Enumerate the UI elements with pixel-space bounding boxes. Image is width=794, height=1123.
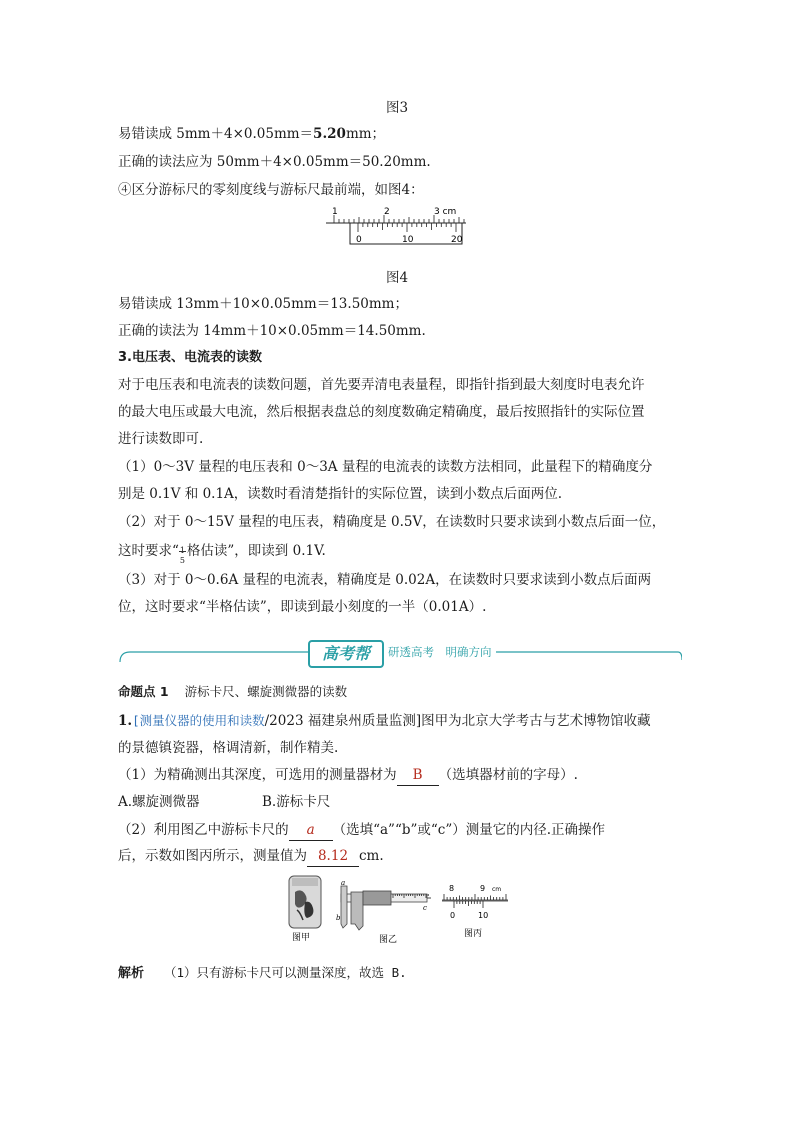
figure-4-vernier-scale	[326, 201, 470, 247]
figure-jia-porcelain	[287, 872, 325, 942]
question-1-sub-1: （1）为精确测出其深度，可选用的测量器材为 B （选填器材前的字母）.	[118, 765, 578, 786]
question-tag: [测量仪器的使用和读数	[132, 713, 265, 728]
question-1-sub-2-line-2: 后，示数如图丙所示，测量值为 8.12 cm.	[118, 846, 384, 867]
section-3-intro-line-1: 对于电压表和电流表的读数问题，首先要弄清电表量程，即指针指到最大刻度时电表允许	[118, 377, 645, 393]
fig4-vernier-ticks	[358, 223, 456, 232]
question-1-line-2: 的景德镇瓷器，格调清新，制作精美.	[118, 740, 339, 756]
option-a: A.螺旋测微器	[118, 794, 200, 810]
bing-main-ticks	[444, 894, 506, 900]
bing-vernier-label-10: 10	[478, 911, 489, 920]
fig4-vernier-label-20: 20	[451, 235, 463, 245]
rule-2-line-1: （2）对于 0～15V 量程的电压表，精确度是 0.5V，在读数时只要求读到小数点后面一位，	[118, 514, 666, 530]
fig4-main-label-3: 3 cm	[434, 207, 457, 217]
fig4-main-label-2: 2	[384, 207, 390, 217]
figure-bing-caption: 图丙	[464, 929, 483, 939]
rule-1-line-2: 别是 0.1V 和 0.1A，读数时看清楚指针的实际位置，读到小数点后面两位.	[118, 486, 563, 502]
figure-bing-scale	[440, 882, 510, 942]
figure-4-caption: 图4	[385, 270, 409, 286]
question-1-sub-2-line-1: （2）利用图乙中游标卡尺的 a （选填“a”“b”或“c”）测量它的内径.正确操作	[118, 820, 605, 841]
figure-yi-caption: 图乙	[379, 935, 398, 944]
answer-blank-1: B	[397, 765, 439, 786]
point-4: ④区分游标尺的零刻度线与游标尺最前端，如图4：	[118, 182, 424, 198]
bing-main-label-9: 9	[480, 884, 486, 893]
caliper-label-c: c	[423, 904, 427, 912]
mingti-heading: 命题点 1 游标卡尺、螺旋测微器的读数	[118, 684, 348, 699]
caliper-slider	[363, 891, 391, 905]
fig4-main-label-1: 1	[332, 207, 338, 217]
analysis	[118, 963, 407, 984]
analysis-text: （1）只有游标卡尺可以测量深度，故选 B.	[164, 965, 407, 980]
caliper-label-a: a	[341, 880, 346, 887]
fig4-correct-reading: 正确的读法为 14mm＋10×0.05mm＝14.50mm.	[118, 323, 426, 339]
analysis-label: 解析	[118, 966, 145, 981]
section-3-intro-line-3: 进行读数即可.	[118, 431, 204, 447]
answer-blank-3: 8.12	[307, 846, 359, 867]
fig4-vernier-label-0: 0	[356, 235, 362, 245]
caliper-sliding-jaw	[351, 892, 363, 930]
section-3-heading: 3.电压表、电流表的读数	[118, 350, 262, 365]
bing-vernier-label-0: 0	[450, 911, 456, 920]
question-1-line-1: 1.[测量仪器的使用和读数/2023 福建泉州质量监测]图甲为北京大学考古与艺术博物馆收藏	[118, 713, 651, 729]
gaokaobang-banner-subtitle: 研透高考 明确方向	[384, 644, 496, 660]
fig4-vernier-label-10: 10	[402, 235, 414, 245]
fig4-wrong-reading: 易错读成 13mm＋10×0.05mm＝13.50mm；	[118, 296, 408, 312]
bing-vernier-ticks	[454, 901, 483, 908]
one-fifth-fraction: 1 5	[179, 546, 185, 565]
rule-3-line-2: 位，这时要求“半格估读”，即读到最小刻度的一半（0.01A）.	[118, 599, 487, 615]
figure-yi-caliper	[333, 880, 433, 944]
rule-1-line-1: （1）0～3V 量程的电压表和 0～3A 量程的电流表的读数方法相同，此量程下的精确度分	[118, 459, 653, 475]
caliper-label-b: b	[336, 914, 341, 922]
rule-2-line-2: 这时要求“ 1 5 格估读”，即读到 0.1V.	[118, 543, 326, 565]
fig3-wrong-reading: 易错读成 5mm＋4×0.05mm＝5.20mm；	[118, 126, 386, 142]
bing-main-label-cm: cm	[492, 886, 502, 893]
figure-jia-caption: 图甲	[292, 933, 311, 942]
rule-3-line-1: （3）对于 0～0.6A 量程的电流表，精确度是 0.02A，在读数时只要求读到小数点后面两	[118, 572, 652, 588]
figure-3-caption: 图3	[385, 100, 409, 116]
section-3-intro-line-2: 的最大电压或最大电流，然后根据表盘总的刻度数确定精确度，最后按照指针的实际位置	[118, 404, 645, 420]
caliper-fixed-jaw	[341, 886, 347, 928]
option-b: B.游标卡尺	[262, 794, 331, 810]
gaokaobang-banner-title: 高考帮	[308, 640, 384, 668]
bing-main-label-8: 8	[449, 884, 455, 893]
answer-blank-2: a	[289, 820, 333, 841]
fig3-correct-reading: 正确的读法应为 50mm＋4×0.05mm＝50.20mm.	[118, 154, 431, 170]
